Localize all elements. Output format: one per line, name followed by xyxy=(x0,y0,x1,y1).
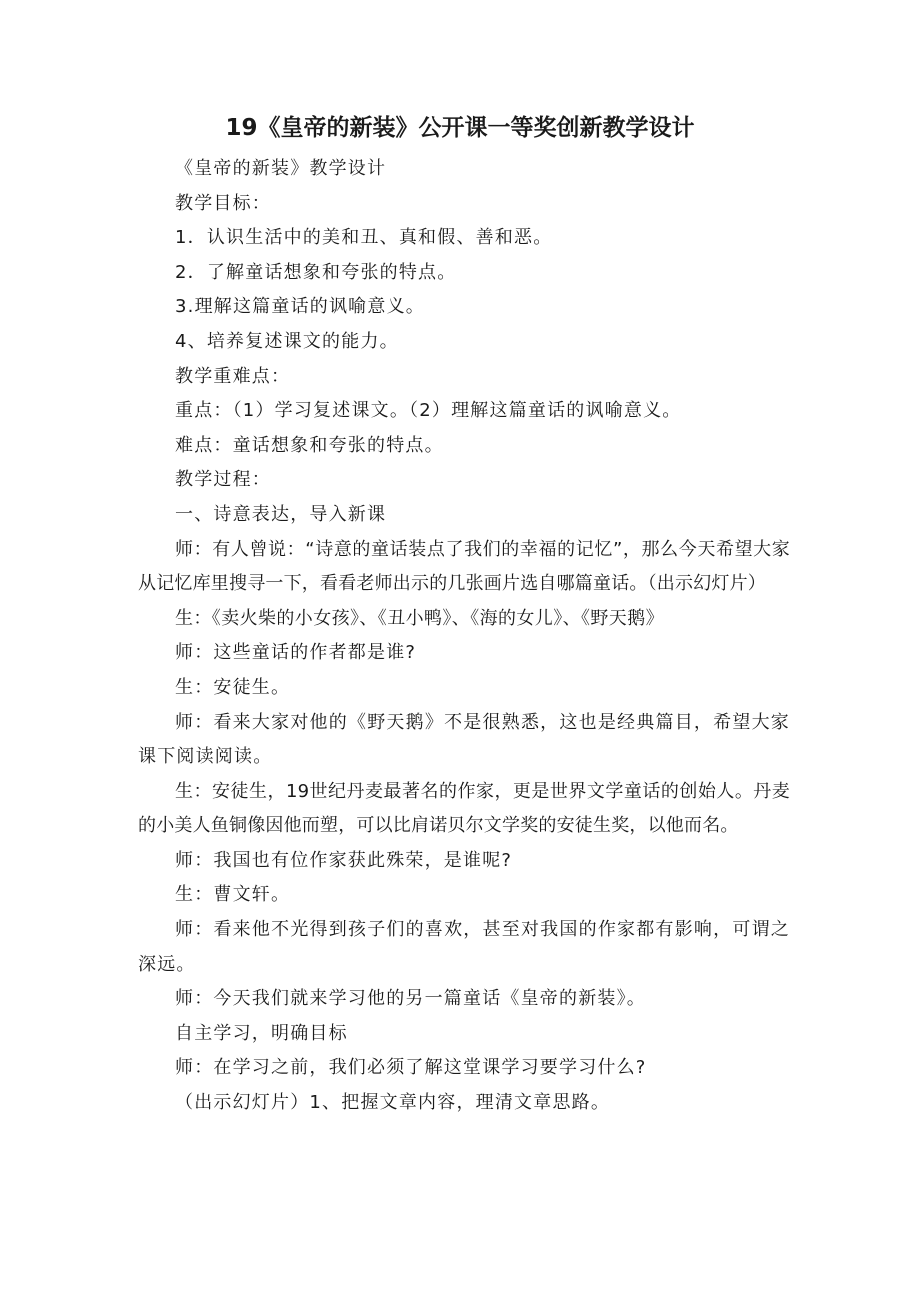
document-body xyxy=(138,152,790,1121)
paragraph-keypoints-heading: 教学重难点： xyxy=(175,365,291,387)
paragraph-teacher-question-award: 师：我国也有位作家获此殊荣，是谁呢? xyxy=(175,849,513,871)
paragraph-process-heading: 教学过程： xyxy=(175,469,271,491)
paragraph-teacher-influence: 师：看来他不光得到孩子们的喜欢，甚至对我国的作家都有影响，可谓之深远。 xyxy=(138,919,790,975)
paragraph-teacher-today: 师：今天我们就来学习他的另一篇童话《皇帝的新装》。 xyxy=(175,988,646,1010)
paragraph-section-1-heading: 一、诗意表达，导入新课 xyxy=(175,503,387,525)
paragraph-student-andersen-bio: 生：安徒生，19世纪丹麦最著名的作家，更是世界文学童话的创始人。丹麦的小美人鱼铜像因他而塑，可以比肩诺贝尔文学奖的安徒生奖，以他而名。 xyxy=(138,780,790,837)
paragraph-teacher-intro: 师：有人曾说：“诗意的童话装点了我们的幸福的记忆”，那么今天希望大家从记忆库里搜寻一下，看看老师出示的几张画片选自哪篇童话。（出示幻灯片） xyxy=(138,538,790,595)
paragraph-objective-4: 4、培养复述课文的能力。 xyxy=(175,330,399,352)
paragraph-keypoint-difficulty: 难点：童话想象和夸张的特点。 xyxy=(175,434,444,456)
paragraph-teacher-question-author: 师：这些童话的作者都是谁? xyxy=(175,642,417,664)
paragraph-student-answer-andersen: 生：安徒生。 xyxy=(175,676,291,698)
paragraph-student-answer-stories: 生：《卖火柴的小女孩》、《丑小鸭》、《海的女儿》、《野天鹅》 xyxy=(175,607,664,629)
paragraph-slide-goal-1: （出示幻灯片）1、把握文章内容，理清文章思路。 xyxy=(175,1092,611,1114)
paragraph-subtitle: 《皇帝的新装》教学设计 xyxy=(175,158,387,179)
paragraph-student-answer-cao: 生：曹文轩。 xyxy=(175,884,291,906)
paragraph-keypoint-focus: 重点：（1）学习复述课文。（2）理解这篇童话的讽喻意义。 xyxy=(175,400,682,422)
paragraph-objective-2: 2．了解童话想象和夸张的特点。 xyxy=(175,261,457,283)
paragraph-teacher-wild-swans: 师：看来大家对他的《野天鹅》不是很熟悉，这也是经典篇目，希望大家课下阅读阅读。 xyxy=(138,711,790,768)
paragraph-teacher-before-study: 师：在学习之前，我们必须了解这堂课学习要学习什么? xyxy=(175,1057,647,1079)
paragraph-section-2-heading: 自主学习，明确目标 xyxy=(175,1022,348,1044)
paragraph-objectives-heading: 教学目标： xyxy=(175,192,271,214)
paragraph-objective-3: 3.理解这篇童话的讽喻意义。 xyxy=(175,296,425,318)
paragraph-objective-1: 1．认识生活中的美和丑、真和假、善和恶。 xyxy=(175,227,553,249)
document-title: 19《皇帝的新装》公开课一等奖创新教学设计 xyxy=(225,115,695,141)
